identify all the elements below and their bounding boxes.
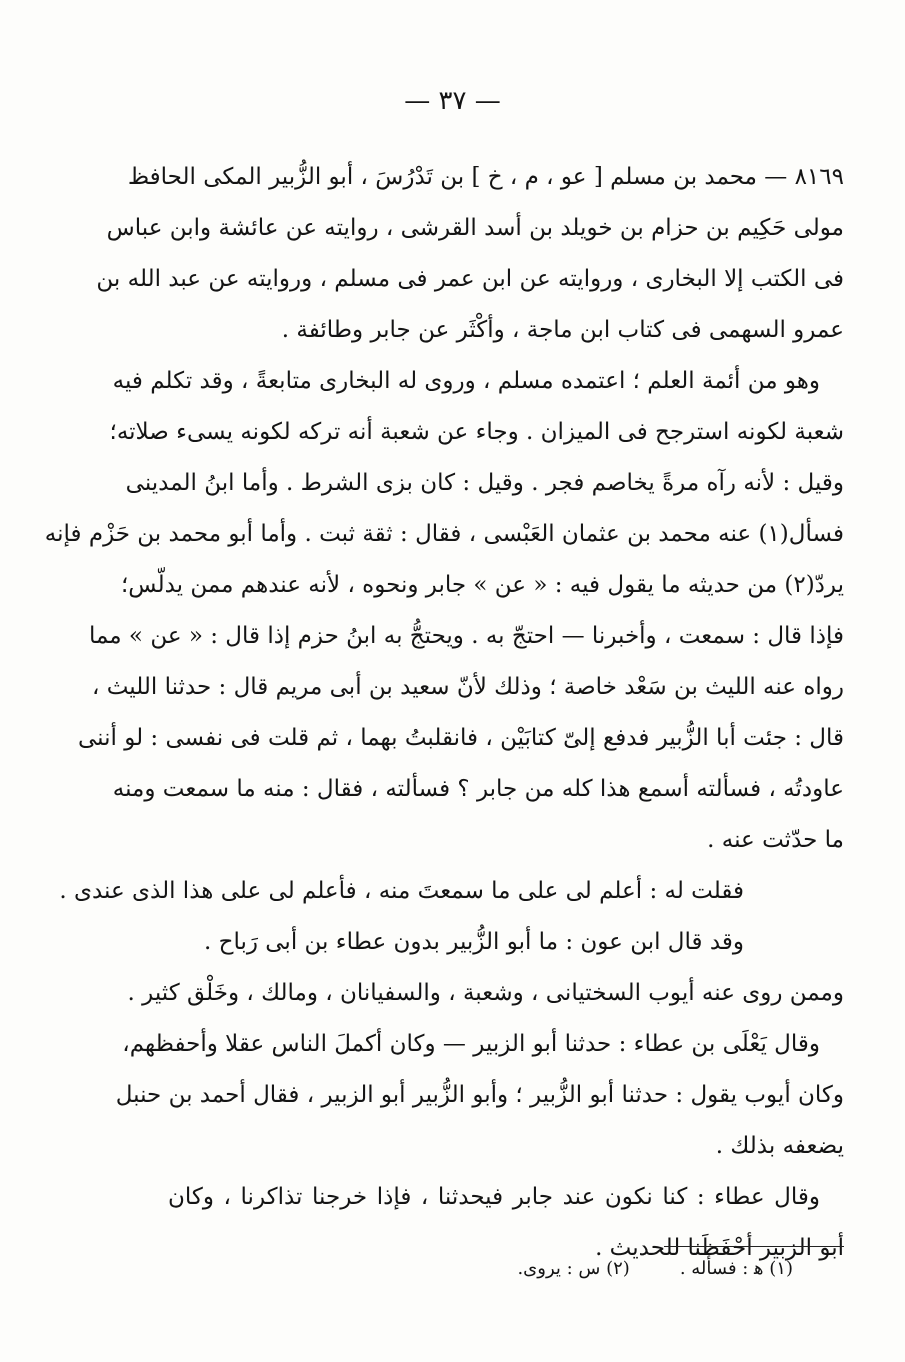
text-line: مولى حَكِيم بن حزام بن خويلد بن أسد القرشى ، روايته عن عائشة وابن عباس [106,215,844,241]
footnote-1: (١) ﻫ : فسأله . [679,1258,793,1279]
body-text [44,152,844,1274]
text-line: فإذا قال : سمعت ، وأخبرنا — احتجّ به . ويحتجُّ به ابنُ حزم إذا قال : « عن » مما [89,623,844,649]
text-line: وقال يَعْلَى بن عطاء : حدثنا أبو الزبير — وكان أكملَ الناس عقلا وأحفظهم، [122,1031,820,1057]
footnote-2: (٢) س : يروى. [517,1258,630,1279]
text-line: وقد قال ابن عون : ما أبو الزُّبير بدون عطاء بن أبى رَباح . [203,929,744,955]
text-line: وممن روى عنه أيوب السختيانى ، وشعبة ، والسفيانان ، ومالك ، وخَلْق كثير . [127,980,844,1006]
text-line: عاودتُه ، فسألته أسمع هذا كله من جابر ؟ فسألته ، فقال : منه ما سمعت ومنه [112,776,844,802]
text-line: فقلت له : أعلم لى على ما سمعتَ منه ، فأعلم لى على هذا الذى عندى . [59,878,744,904]
text-line: رواه عنه الليث بن سَعْد خاصة ؛ وذلك لأنّ سعيد بن أبى مريم قال : حدثنا الليث ، [91,674,844,700]
text-line: ما حدّثت عنه . [707,827,844,853]
text-line: وهو من أئمة العلم ؛ اعتمده مسلم ، وروى له البخارى متابعةً ، وقد تكلم فيه [112,368,820,394]
text-line: قال : جئت أبا الزُّبير فدفع إلىّ كتابَيْن ، فانقلبتُ بهما ، ثم قلت فى نفسى : لو أننى [77,725,844,751]
text-line: وقيل : لأنه رآه مرةً يخاصم فجر . وقيل : كان بزى الشرط . وأما ابنُ المدينى [125,470,844,496]
text-line: فى الكتب إلا البخارى ، وروايته عن ابن عمر فى مسلم ، وروايته عن عبد الله بن [96,266,844,292]
text-line: فسأل(١) عنه محمد بن عثمان العَبْسى ، فقال : ثقة ثبت . وأما أبو محمد بن حَزْم فإنه [44,521,844,547]
text-line: يردّ(٢) من حديثه ما يقول فيه : « عن » جابر ونحوه ، لأنه عندهم ممن يدلّس؛ [120,572,844,598]
footnotes [517,1258,793,1279]
text-line: شعبة لكونه استرجح فى الميزان . وجاء عن شعبة أنه تركه لكونه يسىء صلاته؛ [109,419,844,445]
text-line: ٨١٦٩ — محمد بن مسلم [ عو ، م ، خ ] بن تَدْرُسَ ، أبو الزُّبير المكى الحافظ [127,164,844,190]
text-line: يضعفه بذلك . [715,1133,844,1159]
text-line: وكان أيوب يقول : حدثنا أبو الزُّبير ؛ وأبو الزُّبير أبو الزبير ، فقال أحمد بن حنبل [115,1082,844,1108]
page-number: — ٣٧ — [404,86,501,116]
text-line: وقال عطاء : كنا نكون عند جابر فيحدثنا ، فإذا خرجنا تذاكرنا ، وكان [168,1184,820,1210]
footnote-divider [664,1246,844,1247]
text-line: أبو الزبير أحْفَظَنا للحديث . [595,1235,844,1261]
text-line: عمرو السهمى فى كتاب ابن ماجة ، وأكْثَر عن جابر وطائفة . [281,317,844,343]
